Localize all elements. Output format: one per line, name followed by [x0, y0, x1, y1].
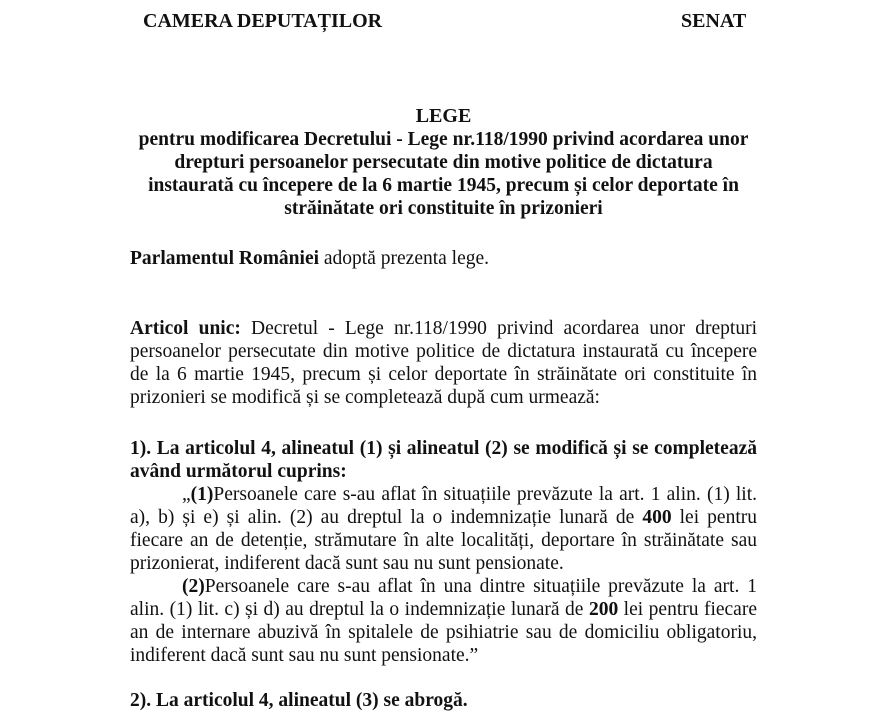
allowance-amount: 400: [642, 507, 672, 528]
law-subtitle: pentru modificarea Decretului - Lege nr.118/1990 privind acordarea unor drepturi persoanelor persecutate din motive politice de dictatura instaurată cu începere de la 6 martie 1945, precum și celor deportate în străinătate ori constituite în prizonieri: [138, 129, 749, 219]
open-quote: „: [182, 484, 191, 505]
paragraph-text: Persoanele care s-au aflat în situațiile prevăzute la art. 1 alin. (1) lit. a), b) și e) și alin. (2) au dreptul la o indemnizație lunară de: [130, 484, 757, 528]
paragraph-number: (2): [182, 576, 205, 597]
law-label: LEGE: [415, 105, 472, 127]
parliament-name: Parlamentul României: [130, 248, 320, 269]
paragraph-number: (1): [190, 484, 214, 505]
point-1-heading: 1). La articolul 4, alineatul (1) și alineatul (2) se modifică și se completează având următorul cuprins:: [130, 438, 757, 482]
paragraph-1: [130, 483, 757, 575]
allowance-amount: 200: [588, 599, 619, 620]
article-text: Decretul - Lege nr.118/1990 privind acordarea unor drepturi persoanelor persecutate din motive politice de dictatura instaurată cu începere de la 6 martie 1945, precum și celor deportate în străinătate ori constituite în prizonieri se modifică și se completează după cum urmează:: [130, 318, 757, 408]
adoption-statement: [130, 247, 757, 270]
article-label: Articol unic:: [130, 318, 241, 339]
paragraph-text-end: lei pentru fiecare an de detenție, strămutare în alte localități, deportare în străinătate sau prizonierat, indiferent dacă sunt sau nu sunt pensionate.: [130, 507, 757, 574]
law-title-block: [130, 105, 757, 220]
adoption-text: adoptă prezenta lege.: [319, 248, 490, 269]
point-2-heading: 2). La articolul 4, alineatul (3) se abrogă.: [130, 690, 468, 711]
amended-paragraphs: [130, 483, 757, 667]
header-chamber-of-deputies: CAMERA DEPUTAȚILOR: [143, 10, 383, 32]
paragraph-2: [130, 575, 757, 667]
header-senate: SENAT: [681, 10, 747, 32]
single-article: [130, 317, 757, 409]
paragraph-text: Persoanele care s-au aflat în una dintre situațiile prevăzute la art. 1 alin. (1) lit. c) și d) au dreptul la o indemnizație lunară de: [130, 576, 757, 620]
paragraph-text-end: lei pentru fiecare an de internare abuzivă în spitalele de psihiatrie sau de domiciliu obligatoriu, indiferent dacă sunt sau nu sunt pensionate.”: [130, 599, 757, 666]
